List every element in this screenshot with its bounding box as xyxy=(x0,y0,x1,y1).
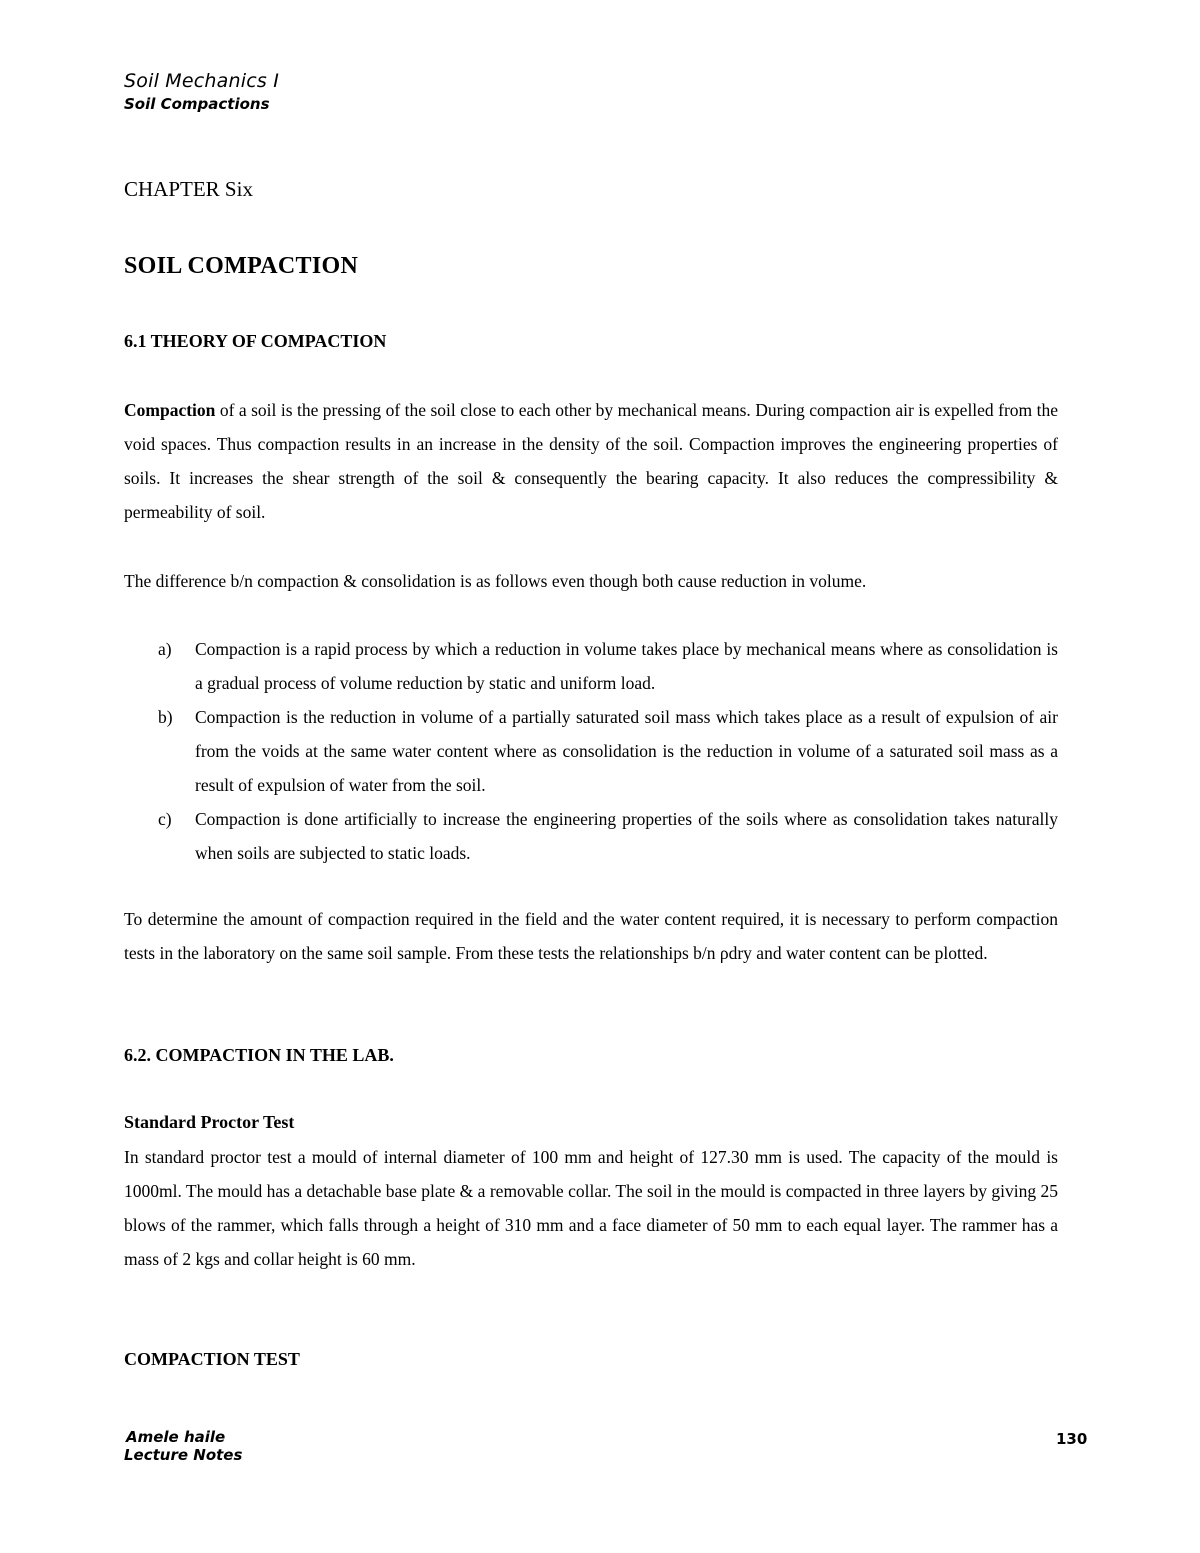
list-marker: a) xyxy=(158,639,172,659)
section-heading-theory: 6.1 THEORY OF COMPACTION xyxy=(124,331,387,351)
paragraph-standard-proctor: In standard proctor test a mould of internal diameter of 100 mm and height of 127.30 mm is used. The capacity of the mould is 1000ml. The mould has a detachable base plate & a removable collar. The soil in the mould is compacted in three layers by giving 25 blows of the rammer, which falls through a height of 310 mm and a face diameter of 50 mm to each equal layer. The rammer has a mass of 2 kgs and collar height is 60 mm. xyxy=(124,1147,1058,1269)
paragraph-difference-intro: The difference b/n compaction & consolidation is as follows even though both cause reduction in volume. xyxy=(124,571,867,591)
footer-notes: Lecture Notes xyxy=(124,1446,243,1464)
paragraph-compaction-definition xyxy=(124,393,1058,529)
footer-author: Amele haile xyxy=(126,1428,226,1446)
list-item-text: Compaction is done artificially to increase the engineering properties of the soils where as consolidation takes naturally when soils are subjected to static loads. xyxy=(195,809,1058,863)
list-item-text: Compaction is a rapid process by which a reduction in volume takes place by mechanical means where as consolidation is a gradual process of volume reduction by static and uniform load. xyxy=(195,639,1058,693)
section-heading-compaction-test: COMPACTION TEST xyxy=(124,1349,300,1369)
term-compaction: Compaction xyxy=(124,400,216,420)
paragraph-compaction-tests: To determine the amount of compaction required in the field and the water content required, it is necessary to perform compaction tests in the laboratory on the same soil sample. From these tests the relationships b/n ρdry and water content can be plotted. xyxy=(124,909,1058,963)
difference-list xyxy=(124,632,1058,870)
list-item xyxy=(124,632,1058,700)
list-marker: b) xyxy=(158,707,173,727)
list-item xyxy=(124,802,1058,870)
subheading-standard-proctor: Standard Proctor Test xyxy=(124,1112,295,1132)
paragraph-compaction-definition-text: of a soil is the pressing of the soil close to each other by mechanical means. During compaction air is expelled from the void spaces. Thus compaction results in an increase in the density of the soil. Compaction improves the engineering properties of soils. It increases the shear strength of the soil & consequently the bearing capacity. It also reduces the compressibility & permeability of soil. xyxy=(124,400,1058,522)
page-number: 130 xyxy=(1056,1430,1088,1448)
list-item xyxy=(124,700,1058,802)
section-heading-lab: 6.2. COMPACTION IN THE LAB. xyxy=(124,1045,394,1065)
list-item-text: Compaction is the reduction in volume of a partially saturated soil mass which takes place as a result of expulsion of air from the voids at the same water content where as consolidation is the reduction in volume of a saturated soil mass as a result of expulsion of water from the soil. xyxy=(195,707,1058,795)
list-marker: c) xyxy=(158,809,172,829)
chapter-label: CHAPTER Six xyxy=(124,177,253,201)
header-title: Soil Mechanics I xyxy=(124,70,280,92)
header-subtitle: Soil Compactions xyxy=(124,95,270,113)
page-title: SOIL COMPACTION xyxy=(124,253,359,279)
